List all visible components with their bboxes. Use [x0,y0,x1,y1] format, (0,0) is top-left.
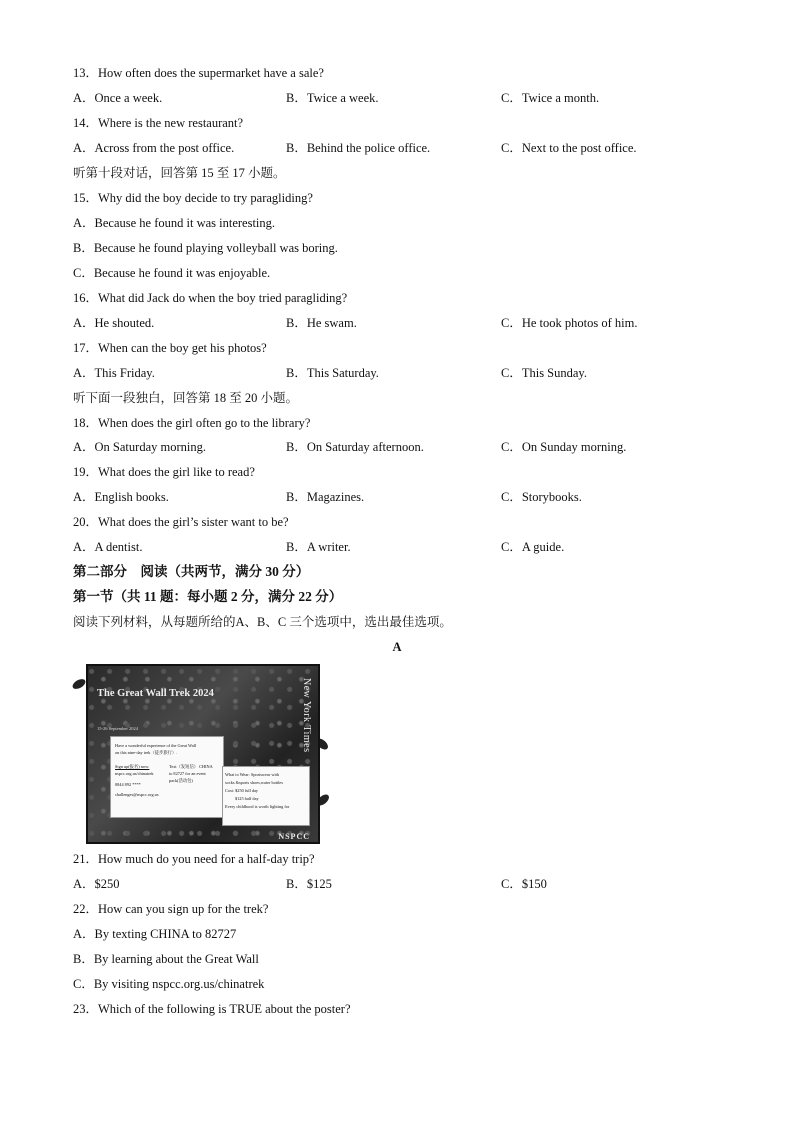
great-wall-trek-poster [86,664,320,844]
q15-stem: 15．Why did the boy decide to try paragliding? [73,191,313,205]
card1-text-line: Text（发短信） CHINA [169,764,213,769]
q23-stem: 23．Which of the following is TRUE about the poster? [73,1002,351,1016]
q19-option-a: A．English books. [73,490,169,504]
q17-stem: 17．When can the boy get his photos? [73,341,267,355]
q16-option-c: C．He took photos of him. [501,316,638,330]
q18-option-a: A．On Saturday morning. [73,440,206,454]
q14-stem: 14．Where is the new restaurant? [73,116,244,130]
card2-line: socks &sports shoes,water bottles [225,780,284,785]
poster-title: The Great Wall Trek 2024 [97,688,214,699]
q22-option-c: C．By visiting nspcc.org.us/chinatrek [73,977,265,991]
q16-option-a: A．He shouted. [73,316,155,330]
q17-option-b: B．This Saturday. [286,366,379,380]
q21-option-a: A．$250 [73,877,120,891]
q22-option-a: A．By texting CHINA to 82727 [73,927,237,941]
q21-option-c: C．$150 [501,877,547,891]
section1-title: 第一节（共 11 题：每小题 2 分，满分 22 分） [73,589,343,604]
q22-stem: 22．How can you sign up for the trek? [73,902,269,916]
card2-line: Cost: $250 full day [225,788,259,793]
q19-option-b: B．Magazines. [286,490,365,504]
q18-option-c: C．On Sunday morning. [501,440,627,454]
q14-option-a: A．Across from the post office. [73,141,235,155]
poster-side-text: New York Times [301,678,312,753]
q20-option-b: B．A writer. [286,540,351,554]
card1-line: nspcc.org.us/chinatrek [115,771,154,776]
card2-line: Every childhood is worth fighting for [225,804,290,809]
q13-option-a: A．Once a week. [73,91,163,105]
poster-brand-logo: NSPCC [278,832,310,841]
q17-option-a: A．This Friday. [73,366,155,380]
q19-option-c: C．Storybooks. [501,490,582,504]
q20-option-a: A．A dentist. [73,540,143,554]
q21-option-b: B．$125 [286,877,332,891]
q13-option-c: C．Twice a month. [501,91,600,105]
card1-text-line: pack(活动包) [169,778,193,783]
dialog-10-instruction: 听第十段对话，回答第 15 至 17 小题。 [73,166,286,180]
poster-date: 15-26 September 2024 [97,726,138,731]
card1-line: on this nine-day trek（徒步旅行）. [115,750,178,755]
card1-line: challenges@nspcc.org.us [115,792,159,797]
part2-title: 第二部分 阅读（共两节，满分 30 分） [73,564,310,579]
q13-stem: 13．How often does the supermarket have a sale? [73,66,324,80]
q14-option-b: B．Behind the police office. [286,141,431,155]
card1-line: Sign up(报名) now: [115,764,150,769]
poster-signup-card [110,736,224,818]
passage-label: A [392,640,402,654]
card1-line: Have a wonderful experience of the Great Wall [115,743,197,748]
q22-option-b: B．By learning about the Great Wall [73,952,259,966]
q20-stem: 20．What does the girl’s sister want to be? [73,515,289,529]
card1-line: 0844 892 **** [115,782,141,787]
q18-stem: 18．When does the girl often go to the library? [73,416,311,430]
q18-option-b: B．On Saturday afternoon. [286,440,424,454]
q15-option-a: A．Because he found it was interesting. [73,216,276,230]
q16-stem: 16．What did Jack do when the boy tried paragliding? [73,291,348,305]
q20-option-c: C．A guide. [501,540,565,554]
q16-option-b: B．He swam. [286,316,357,330]
leaf-decoration [71,677,87,691]
poster-info-card [222,766,310,826]
card2-line: What to Wear: Sportswear with [225,772,279,777]
card2-line: $125 half day [235,796,259,801]
q21-stem: 21．How much do you need for a half-day trip? [73,852,315,866]
q15-option-c: C．Because he found it was enjoyable. [73,266,271,280]
q15-option-b: B．Because he found playing volleyball was boring. [73,241,338,255]
q14-option-c: C．Next to the post office. [501,141,637,155]
card1-text-line: to 82727 for an event [169,771,206,776]
q13-option-b: B．Twice a week. [286,91,379,105]
reading-instruction: 阅读下列材料，从每题所给的A、B、C 三个选项中，选出最佳选项。 [73,615,452,629]
q19-stem: 19．What does the girl like to read? [73,465,255,479]
monologue-instruction: 听下面一段独白，回答第 18 至 20 小题。 [73,391,299,405]
q17-option-c: C．This Sunday. [501,366,587,380]
